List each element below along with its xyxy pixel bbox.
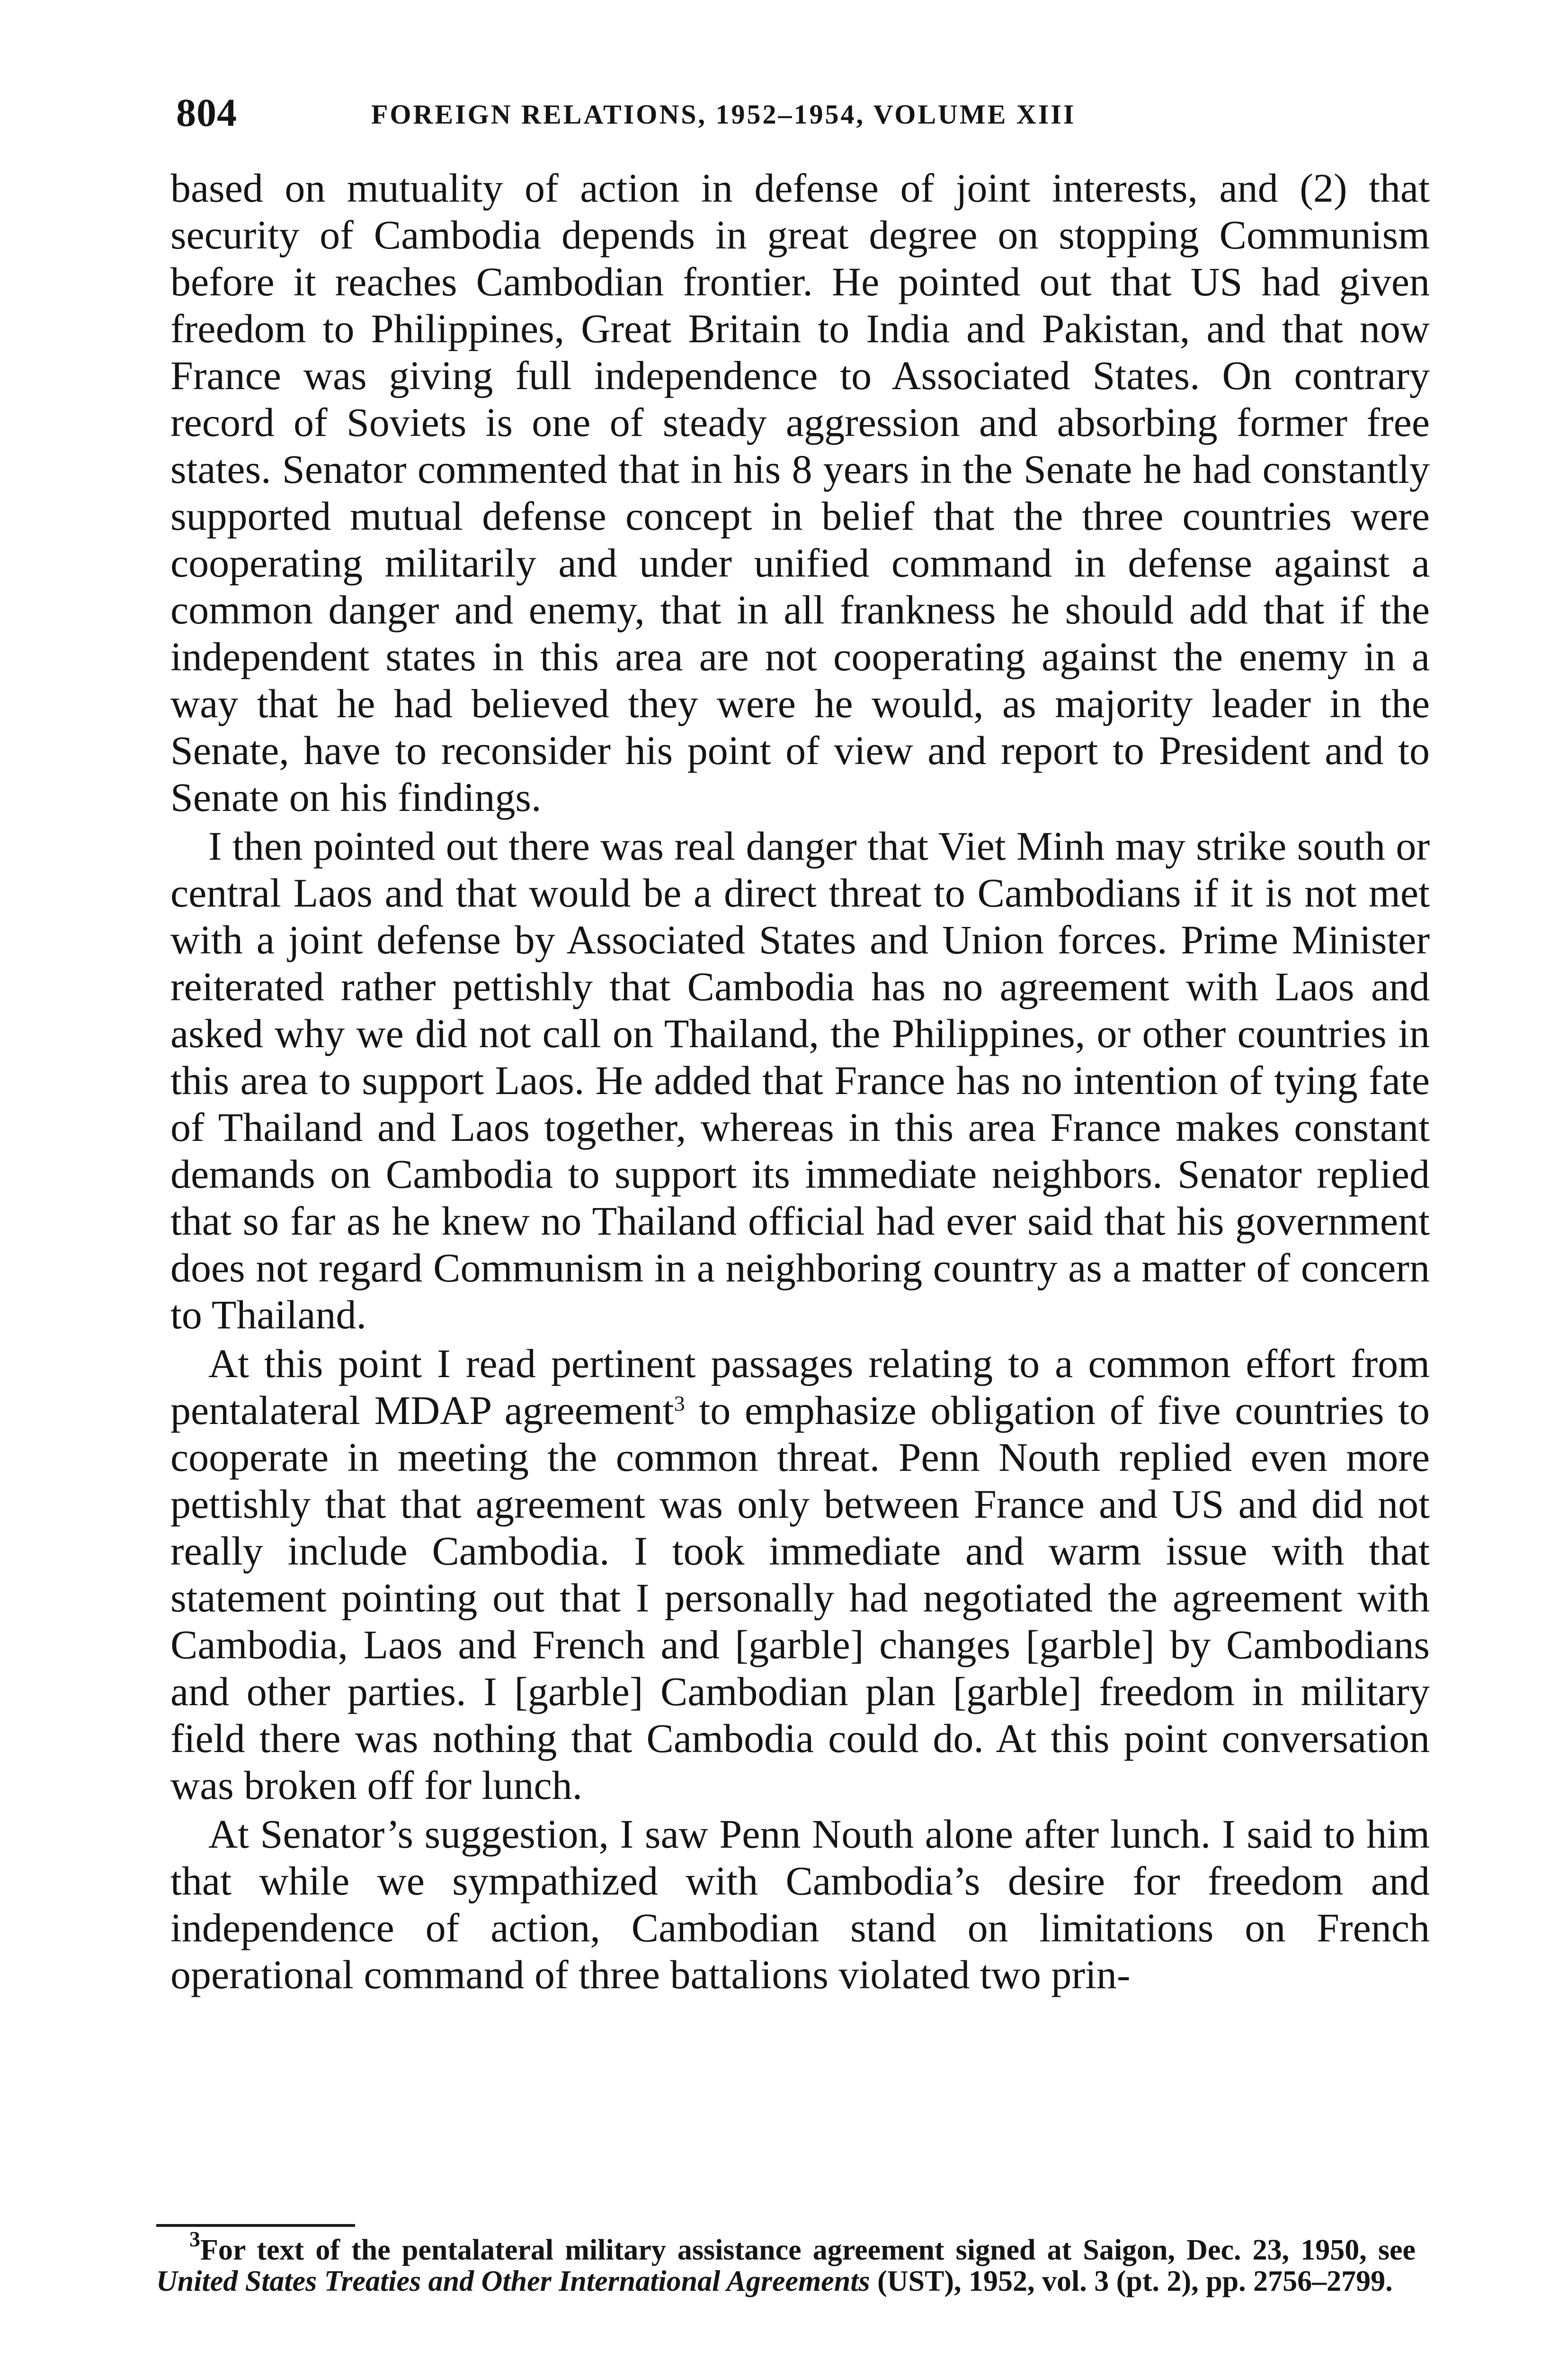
body-text — [170, 165, 1430, 2000]
footnote-text-a: For text of the pentalateral military assistance agreement signed at Saigon, Dec. 23, 1950, see — [200, 2234, 1416, 2266]
footnote-divider — [156, 2224, 355, 2227]
page-header — [176, 90, 1407, 142]
paragraph-3-text-b: to emphasize obligation of five countries to cooperate in meeting the common threat. Penn Nouth replied even more pettishly that that agreement was only between France and US and did not really include Cambodia. I took immediate and warm issue with that statement pointing out that I personally had negotiated the agreement with Cambodia, Laos and French and [garble] changes [garble] by Cambodians and other parties. I [garble] Cambodian plan [garble] freedom in military field there was nothing that Cambodia could do. At this point conversation was broken off for lunch. — [170, 1388, 1430, 1808]
footnote-marker: 3 — [189, 2227, 200, 2251]
footnote-text-b: (UST), 1952, vol. 3 (pt. 2), pp. 2756–2799. — [870, 2265, 1393, 2297]
paragraph-2: I then pointed out there was real danger that Viet Minh may strike south or central Laos and that would be a direct threat to Cambodians if it is not met with a joint defense by Associated States and Union forces. Prime Minister reiterated rather pettishly that Cambodia has no agreement with Laos and asked why we did not call on Thailand, the Philippines, or other countries in this area to support Laos. He added that France has no intention of tying fate of Thailand and Laos together, whereas in this area France makes constant demands on Cambodia to support its immediate neighbors. Senator replied that so far as he knew no Thailand official had ever said that his government does not regard Communism in a neighboring country as a matter of concern to Thailand. — [170, 823, 1430, 1337]
paragraph-3 — [170, 1340, 1430, 1809]
paragraph-4: At Senator’s suggestion, I saw Penn Nouth alone after lunch. I said to him that while we sympathized with Cambodia’s desire for freedom and independence of action, Cambodian stand on limitations on French operational command of three battalions violated two prin- — [170, 1811, 1430, 1997]
paragraph-3-text-a: At this point I read pertinent passages relating to a common effort from pentalateral MDAP agreement — [170, 1341, 1430, 1433]
footnote-title: United States Treaties and Other International Agreements — [156, 2265, 870, 2297]
footnote-reference: 3 — [674, 1391, 685, 1415]
running-head: FOREIGN RELATIONS, 1952–1954, VOLUME XIII — [371, 99, 1076, 130]
footnote-body — [156, 2227, 1416, 2297]
paragraph-1: based on mutuality of action in defense of joint interests, and (2) that security of Cambodia depends in great degree on stopping Communism before it reaches Cambodian frontier. He pointed out that US had given freedom to Philippines, Great Britain to India and Pakistan, and that now France was giving full independence to Associated States. On contrary record of Soviets is one of steady aggression and absorbing former free states. Senator commented that in his 8 years in the Senate he had constantly supported mutual defense concept in belief that the three countries were cooperating militarily and under unified command in defense against a common danger and enemy, that in all frankness he should add that if the independent states in this area are not cooperating against the enemy in a way that he had believed they were he would, as majority leader in the Senate, have to reconsider his point of view and report to President and to Senate on his findings. — [170, 165, 1430, 820]
footnote — [156, 2227, 1416, 2297]
page-number: 804 — [176, 91, 237, 135]
